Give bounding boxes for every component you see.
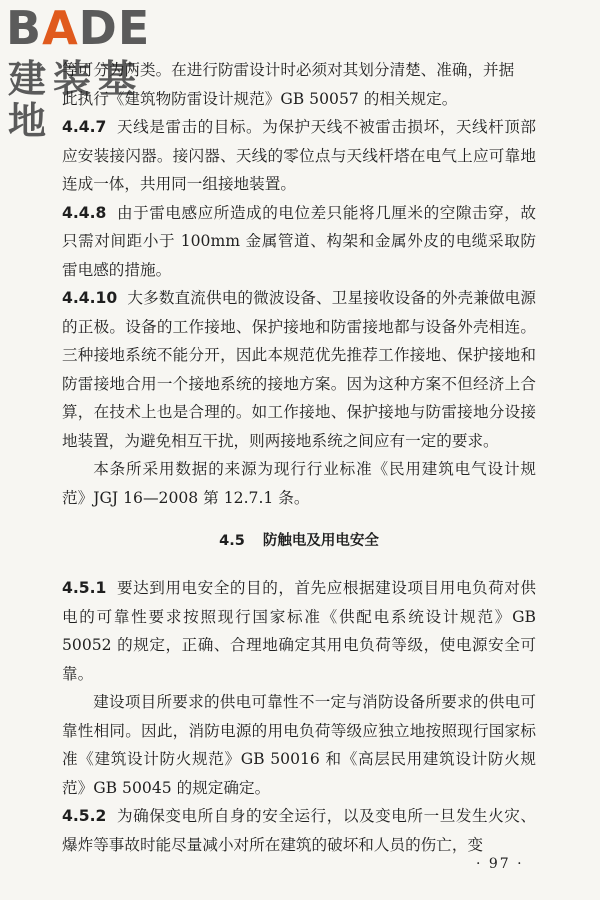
paragraph-text: 天线是雷击的目标。为保护天线不被雷击损坏，天线杆顶部应安装接闪器。接闪器、天线的零位点与天线杆塔在电气上应可靠地连成一体，共用同一组接地装置。	[62, 118, 536, 193]
clause-paragraph	[62, 113, 536, 199]
paragraph	[62, 688, 536, 802]
clause-paragraph	[62, 284, 536, 455]
clause-number: 4.4.10	[62, 289, 118, 307]
paragraph-text: 此执行《建筑物防雷设计规范》GB 50057 的相关规定。	[62, 89, 458, 108]
clause-number: 4.5.2	[62, 807, 107, 825]
section-number: 4.5	[219, 533, 245, 549]
paragraph	[62, 85, 536, 114]
paragraph-text: 要达到用电安全的目的，首先应根据建设项目用电负荷对供电的可靠性要求按照现行国家标准《供配电系统设计规范》GB 50052 的规定，正确、合理地确定其用电负荷等级，使电源安全可靠。	[62, 579, 536, 683]
clause-number: 4.5.1	[62, 579, 107, 597]
page-number: · 97 ·	[476, 856, 524, 872]
paragraph	[62, 455, 536, 512]
paragraph-text: 为确保变电所自身的安全运行，以及变电所一旦发生火灾、爆炸等事故时能尽量减小对所在建筑的破坏和人员的伤亡，变	[62, 807, 536, 854]
body-text	[62, 56, 536, 859]
section-title-text: 防触电及用电安全	[262, 533, 379, 549]
continued-line: 等可分为两类。在进行防雷设计时必须对其划分清楚、准确，并据	[62, 61, 515, 79]
clause-paragraph	[62, 574, 536, 688]
paragraph-text: 大多数直流供电的微波设备、卫星接收设备的外壳兼做电源的正极。设备的工作接地、保护接地和防雷接地都与设备外壳相连。三种接地系统不能分开，因此本规范优先推荐工作接地、保护接地和防雷接地合用一个接地系统的接地方案。因为这种方案不但经济上合算，在技术上也是合理的。如工作接地、保护接地与防雷接地分设接地装置，为避免相互干扰，则两接地系统之间应有一定的要求。	[62, 289, 536, 450]
watermark-chinese-text: 建装基地	[8, 57, 144, 143]
clause-number: 4.4.7	[62, 118, 107, 136]
paragraph-text: 建设项目所要求的供电可靠性不一定与消防设备所要求的供电可靠性相同。因此，消防电源的用电负荷等级应独立地按照现行国家标准《建筑设计防火规范》GB 50016 和《高层民用建筑设计防火规范》GB 50045 的规定确定。	[62, 693, 536, 797]
clause-paragraph	[62, 199, 536, 285]
watermark-latin-text: BADE	[6, 1, 151, 55]
paragraph-text: 本条所采用数据的来源为现行行业标准《民用建筑电气设计规范》JGJ 16—2008 第 12.7.1 条。	[62, 460, 536, 507]
section-heading	[62, 529, 536, 553]
clause-paragraph	[62, 802, 536, 859]
clause-number: 4.4.8	[62, 203, 107, 222]
paragraph-text: 由于雷电感应所造成的电位差只能将几厘米的空隙击穿，故只需对间距小于 100mm 金属管道、构架和金属外皮的电缆采取防雷电感的措施。	[62, 203, 536, 279]
